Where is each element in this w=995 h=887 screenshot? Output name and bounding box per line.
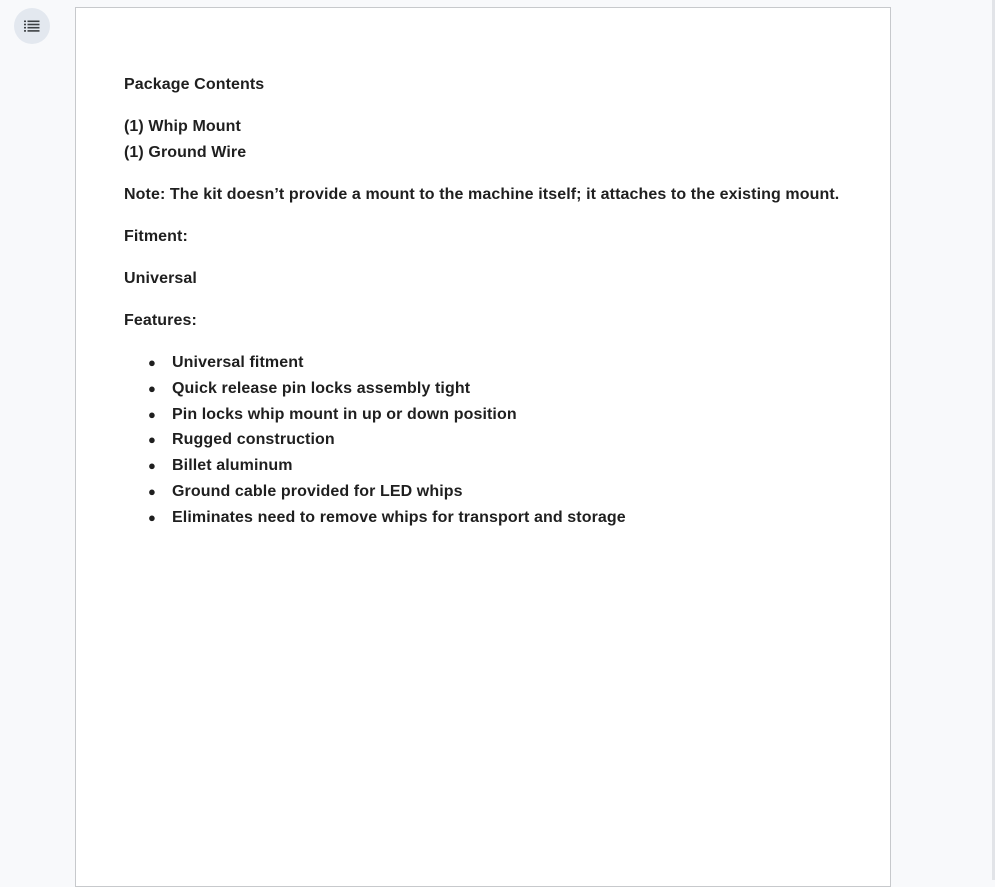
bullet-icon: ● bbox=[148, 458, 156, 474]
feature-text: Ground cable provided for LED whips bbox=[172, 482, 463, 500]
bullet-icon: ● bbox=[148, 509, 156, 525]
bullet-icon: ● bbox=[148, 483, 156, 499]
feature-text: Billet aluminum bbox=[172, 457, 293, 475]
document-outline-button[interactable] bbox=[14, 8, 50, 44]
list-item bbox=[124, 479, 854, 505]
feature-text: Eliminates need to remove whips for transport and storage bbox=[172, 508, 626, 526]
bullet-icon: ● bbox=[148, 355, 156, 370]
list-item bbox=[124, 376, 854, 402]
feature-text: Rugged construction bbox=[172, 431, 335, 449]
fitment-value: Universal bbox=[124, 270, 197, 287]
features-list bbox=[124, 350, 854, 531]
contents-item-whip-mount: (1) Whip Mount bbox=[124, 118, 241, 135]
list-item bbox=[124, 350, 854, 376]
features-label: Features: bbox=[124, 312, 197, 329]
document-page[interactable] bbox=[75, 7, 891, 887]
bullet-icon: ● bbox=[148, 380, 156, 396]
list-outline-icon bbox=[24, 20, 40, 32]
fitment-label: Fitment: bbox=[124, 228, 188, 245]
package-contents-heading: Package Contents bbox=[124, 76, 265, 93]
note-paragraph: Note: The kit doesn’t provide a mount to the machine itself; it attaches to the existing mount. bbox=[124, 186, 840, 203]
list-item bbox=[124, 402, 854, 428]
feature-text: Pin locks whip mount in up or down position bbox=[172, 405, 517, 423]
contents-item-ground-wire: (1) Ground Wire bbox=[124, 144, 247, 161]
document-body[interactable] bbox=[124, 72, 854, 531]
feature-text: Quick release pin locks assembly tight bbox=[172, 379, 471, 397]
bullet-icon: ● bbox=[148, 406, 156, 422]
bullet-icon: ● bbox=[148, 432, 156, 448]
list-item bbox=[124, 453, 854, 479]
list-item bbox=[124, 427, 854, 453]
feature-text: Universal fitment bbox=[172, 354, 304, 371]
list-item bbox=[124, 505, 854, 531]
